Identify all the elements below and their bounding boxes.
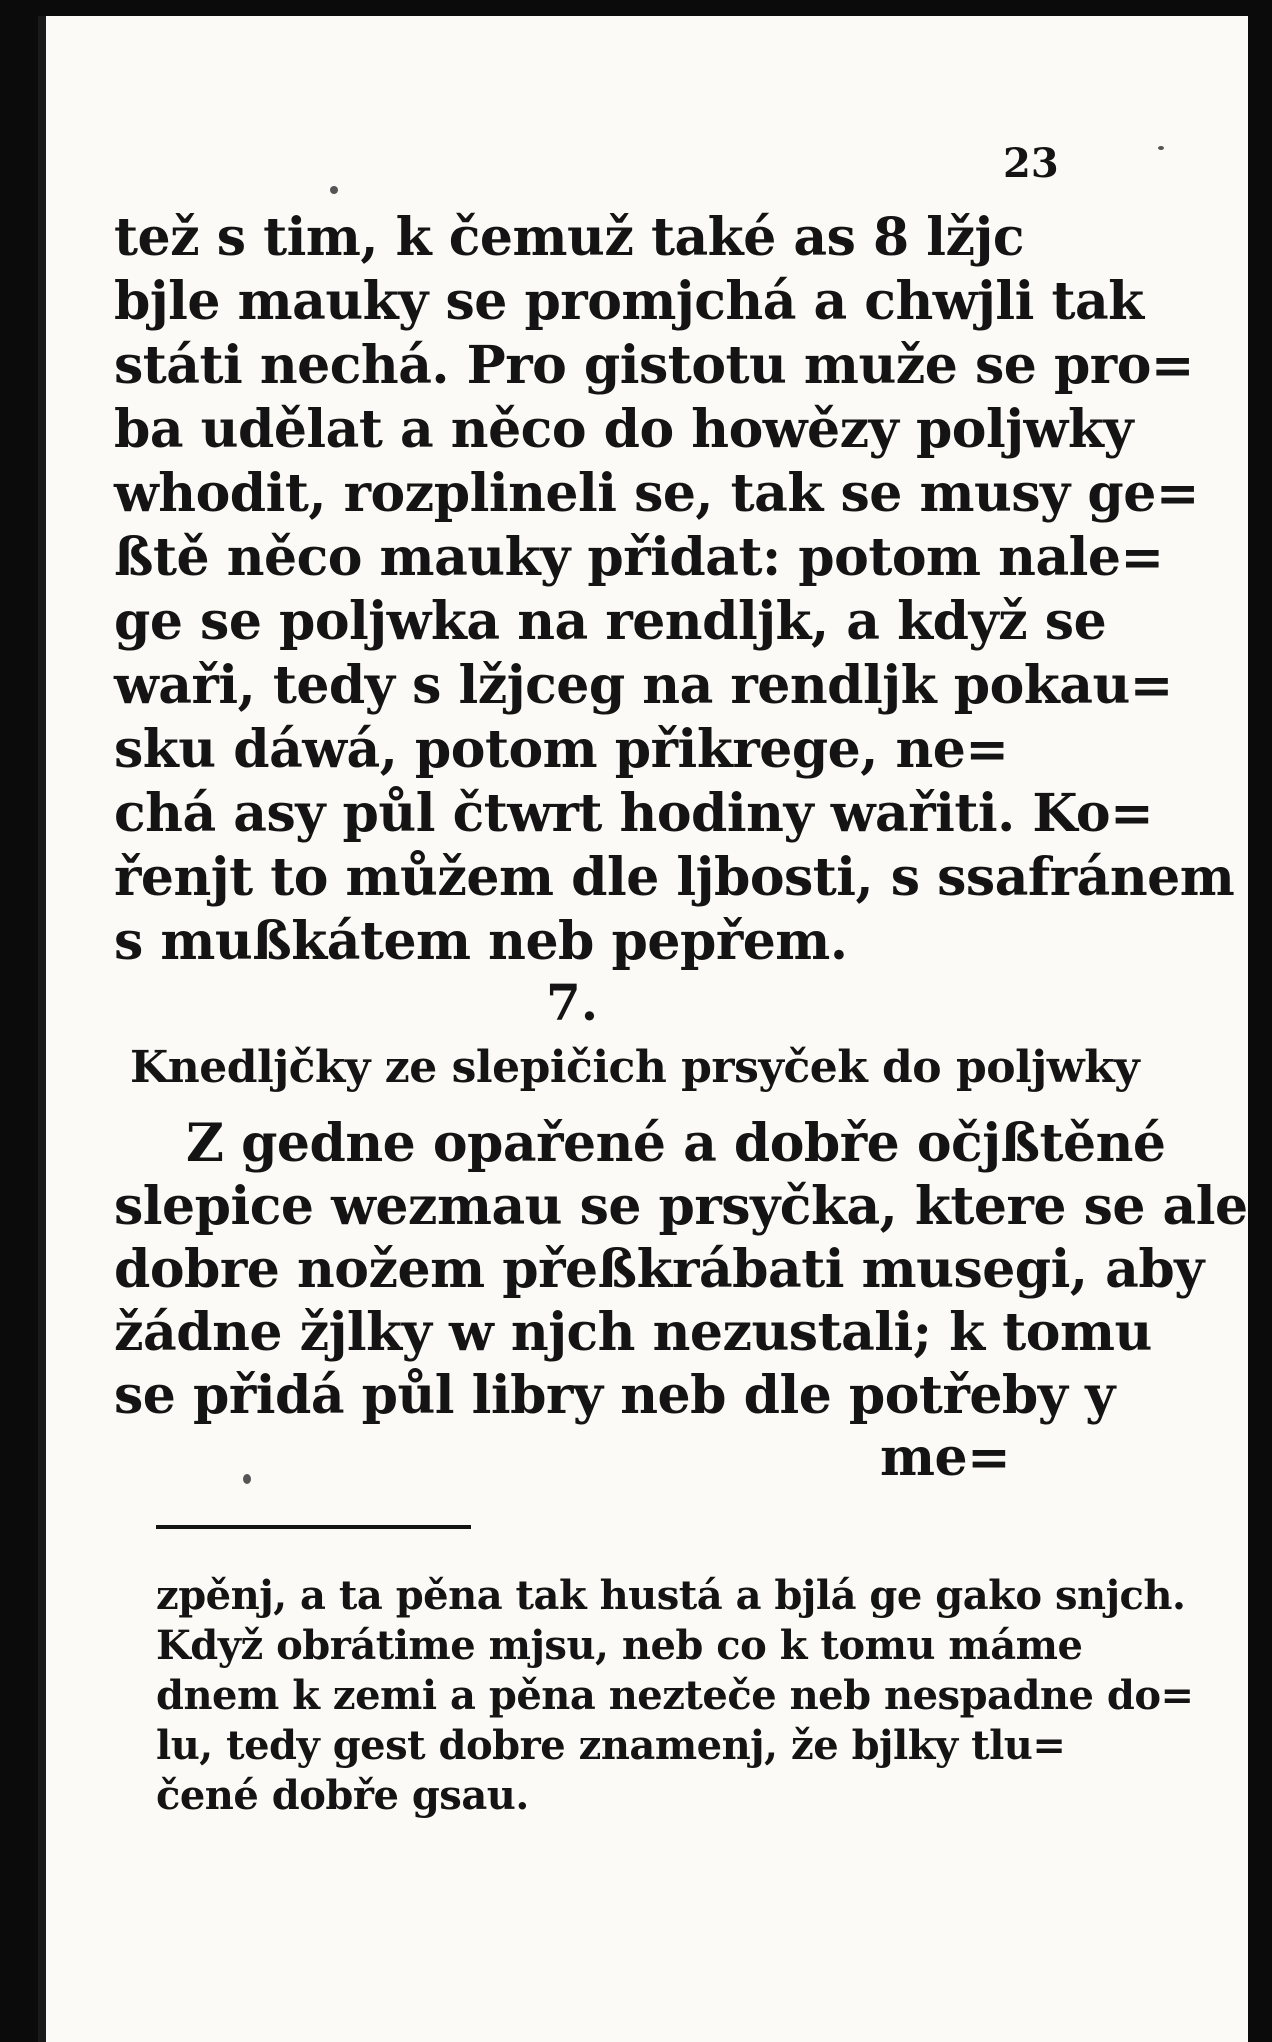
footnote-line: dnem k zemi a pěna nezteče neb nespadne do= (156, 1672, 1194, 1719)
body-line: tež s tim, k čemuž také as 8 lžjc (114, 207, 1025, 268)
body-line: státi nechá. Pro gistotu muže se pro= (114, 335, 1194, 396)
body-line: bjle mauky se promjchá a chwjli tak (114, 271, 1144, 332)
paper-sheet (38, 16, 1248, 2042)
page-number: 23 (1003, 140, 1059, 187)
body-line: chá asy půl čtwrt hodiny wařiti. Ko= (114, 783, 1154, 844)
footnote-rule (156, 1525, 471, 1529)
body-line: ge se poljwka na rendljk, a když se (114, 591, 1107, 652)
footnote-line: Když obrátime mjsu, neb co k tomu máme (156, 1622, 1083, 1669)
section-line: žádne žjlky w njch nezustali; k tomu (114, 1302, 1152, 1363)
body-line: whodit, rozplineli se, tak se musy ge= (114, 463, 1199, 524)
ink-speck (1158, 146, 1164, 150)
footnote-line: zpěnj, a ta pěna tak hustá a bjlá ge gako snjch. (156, 1572, 1186, 1619)
section-heading: Knedljčky ze slepičich prsyček do poljwky (130, 1042, 1140, 1093)
body-line: sku dáwá, potom přikrege, ne= (114, 719, 1009, 780)
ink-speck (243, 1474, 251, 1484)
catchword: me= (880, 1427, 1011, 1488)
body-line: s mußkátem neb pepřem. (114, 911, 848, 972)
body-line: řenjt to můžem dle ljbosti, s ssafránem (114, 847, 1235, 908)
section-line: slepice wezmau se prsyčka, ktere se ale (114, 1176, 1248, 1237)
section-line: Z gedne opařené a dobře očjßtěné (186, 1113, 1166, 1174)
footnote-line: lu, tedy gest dobre znamenj, že bjlky tlu= (156, 1722, 1066, 1769)
body-line: waři, tedy s lžjceg na rendljk pokau= (114, 655, 1173, 716)
body-line: ßtě něco mauky přidat: potom nale= (114, 527, 1164, 588)
ink-speck (330, 186, 338, 194)
section-line: dobre nožem přeßkrábati musegi, aby (114, 1239, 1204, 1300)
page-edge-line (38, 16, 46, 2042)
section-line: se přidá půl libry neb dle potřeby y (114, 1365, 1115, 1426)
footnote-line: čené dobře gsau. (156, 1772, 529, 1819)
body-line: ba udělat a něco do howězy poljwky (114, 399, 1134, 460)
section-number: 7. (546, 973, 599, 1032)
